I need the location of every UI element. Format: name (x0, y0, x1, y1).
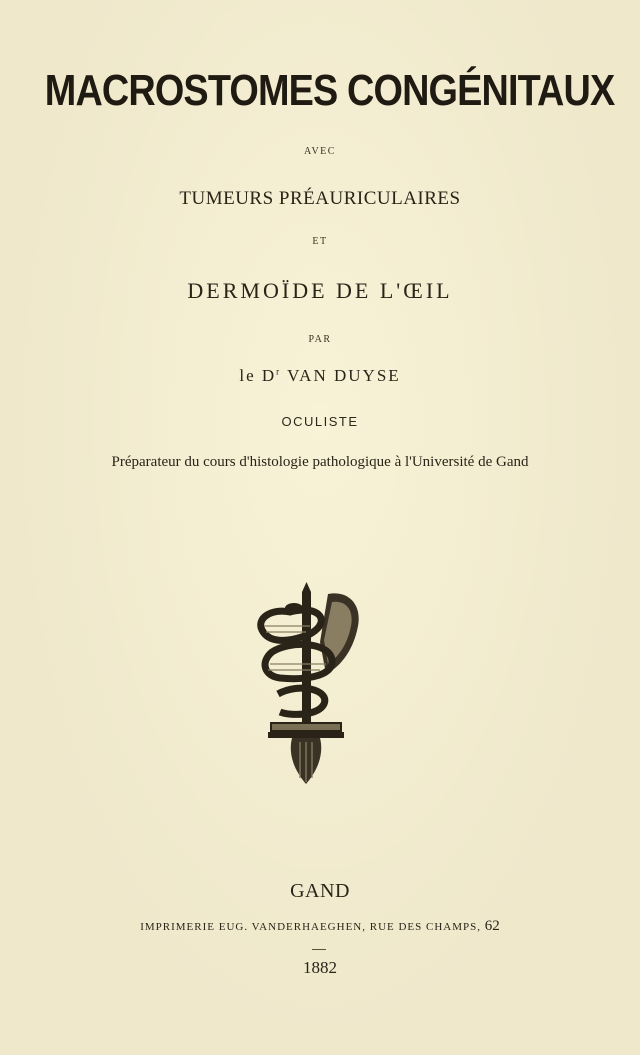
city: GAND (290, 880, 350, 902)
avec-label: AVEC (304, 146, 336, 157)
par-label: PAR (308, 334, 332, 345)
year: 1882 (303, 958, 337, 977)
affiliation: Préparateur du cours d'histologie pathologique à l'Université de Gand (111, 454, 529, 470)
book-title: MACROSTOMES CONGÉNITAUX (44, 66, 615, 115)
serpent-staff-emblem-icon (250, 582, 365, 787)
printer-number: 62 (484, 918, 500, 934)
printer-name: IMPRIMERIE EUG. VANDERHAEGHEN, RUE DES CHAMPS, (140, 921, 482, 933)
subtitle: TUMEURS PRÉAURICULAIRES (179, 188, 461, 209)
author-name: VAN DUYSE (287, 366, 401, 385)
divider (312, 949, 326, 950)
profession: OCULISTE (281, 414, 359, 429)
author-title-sup: r (276, 366, 282, 377)
et-label: ET (312, 236, 328, 247)
printer-line (0, 918, 640, 935)
author-prefix: le D (239, 366, 277, 385)
author-line (0, 366, 640, 386)
subtitle-2: DERMOÏDE DE L'ŒIL (187, 278, 453, 303)
